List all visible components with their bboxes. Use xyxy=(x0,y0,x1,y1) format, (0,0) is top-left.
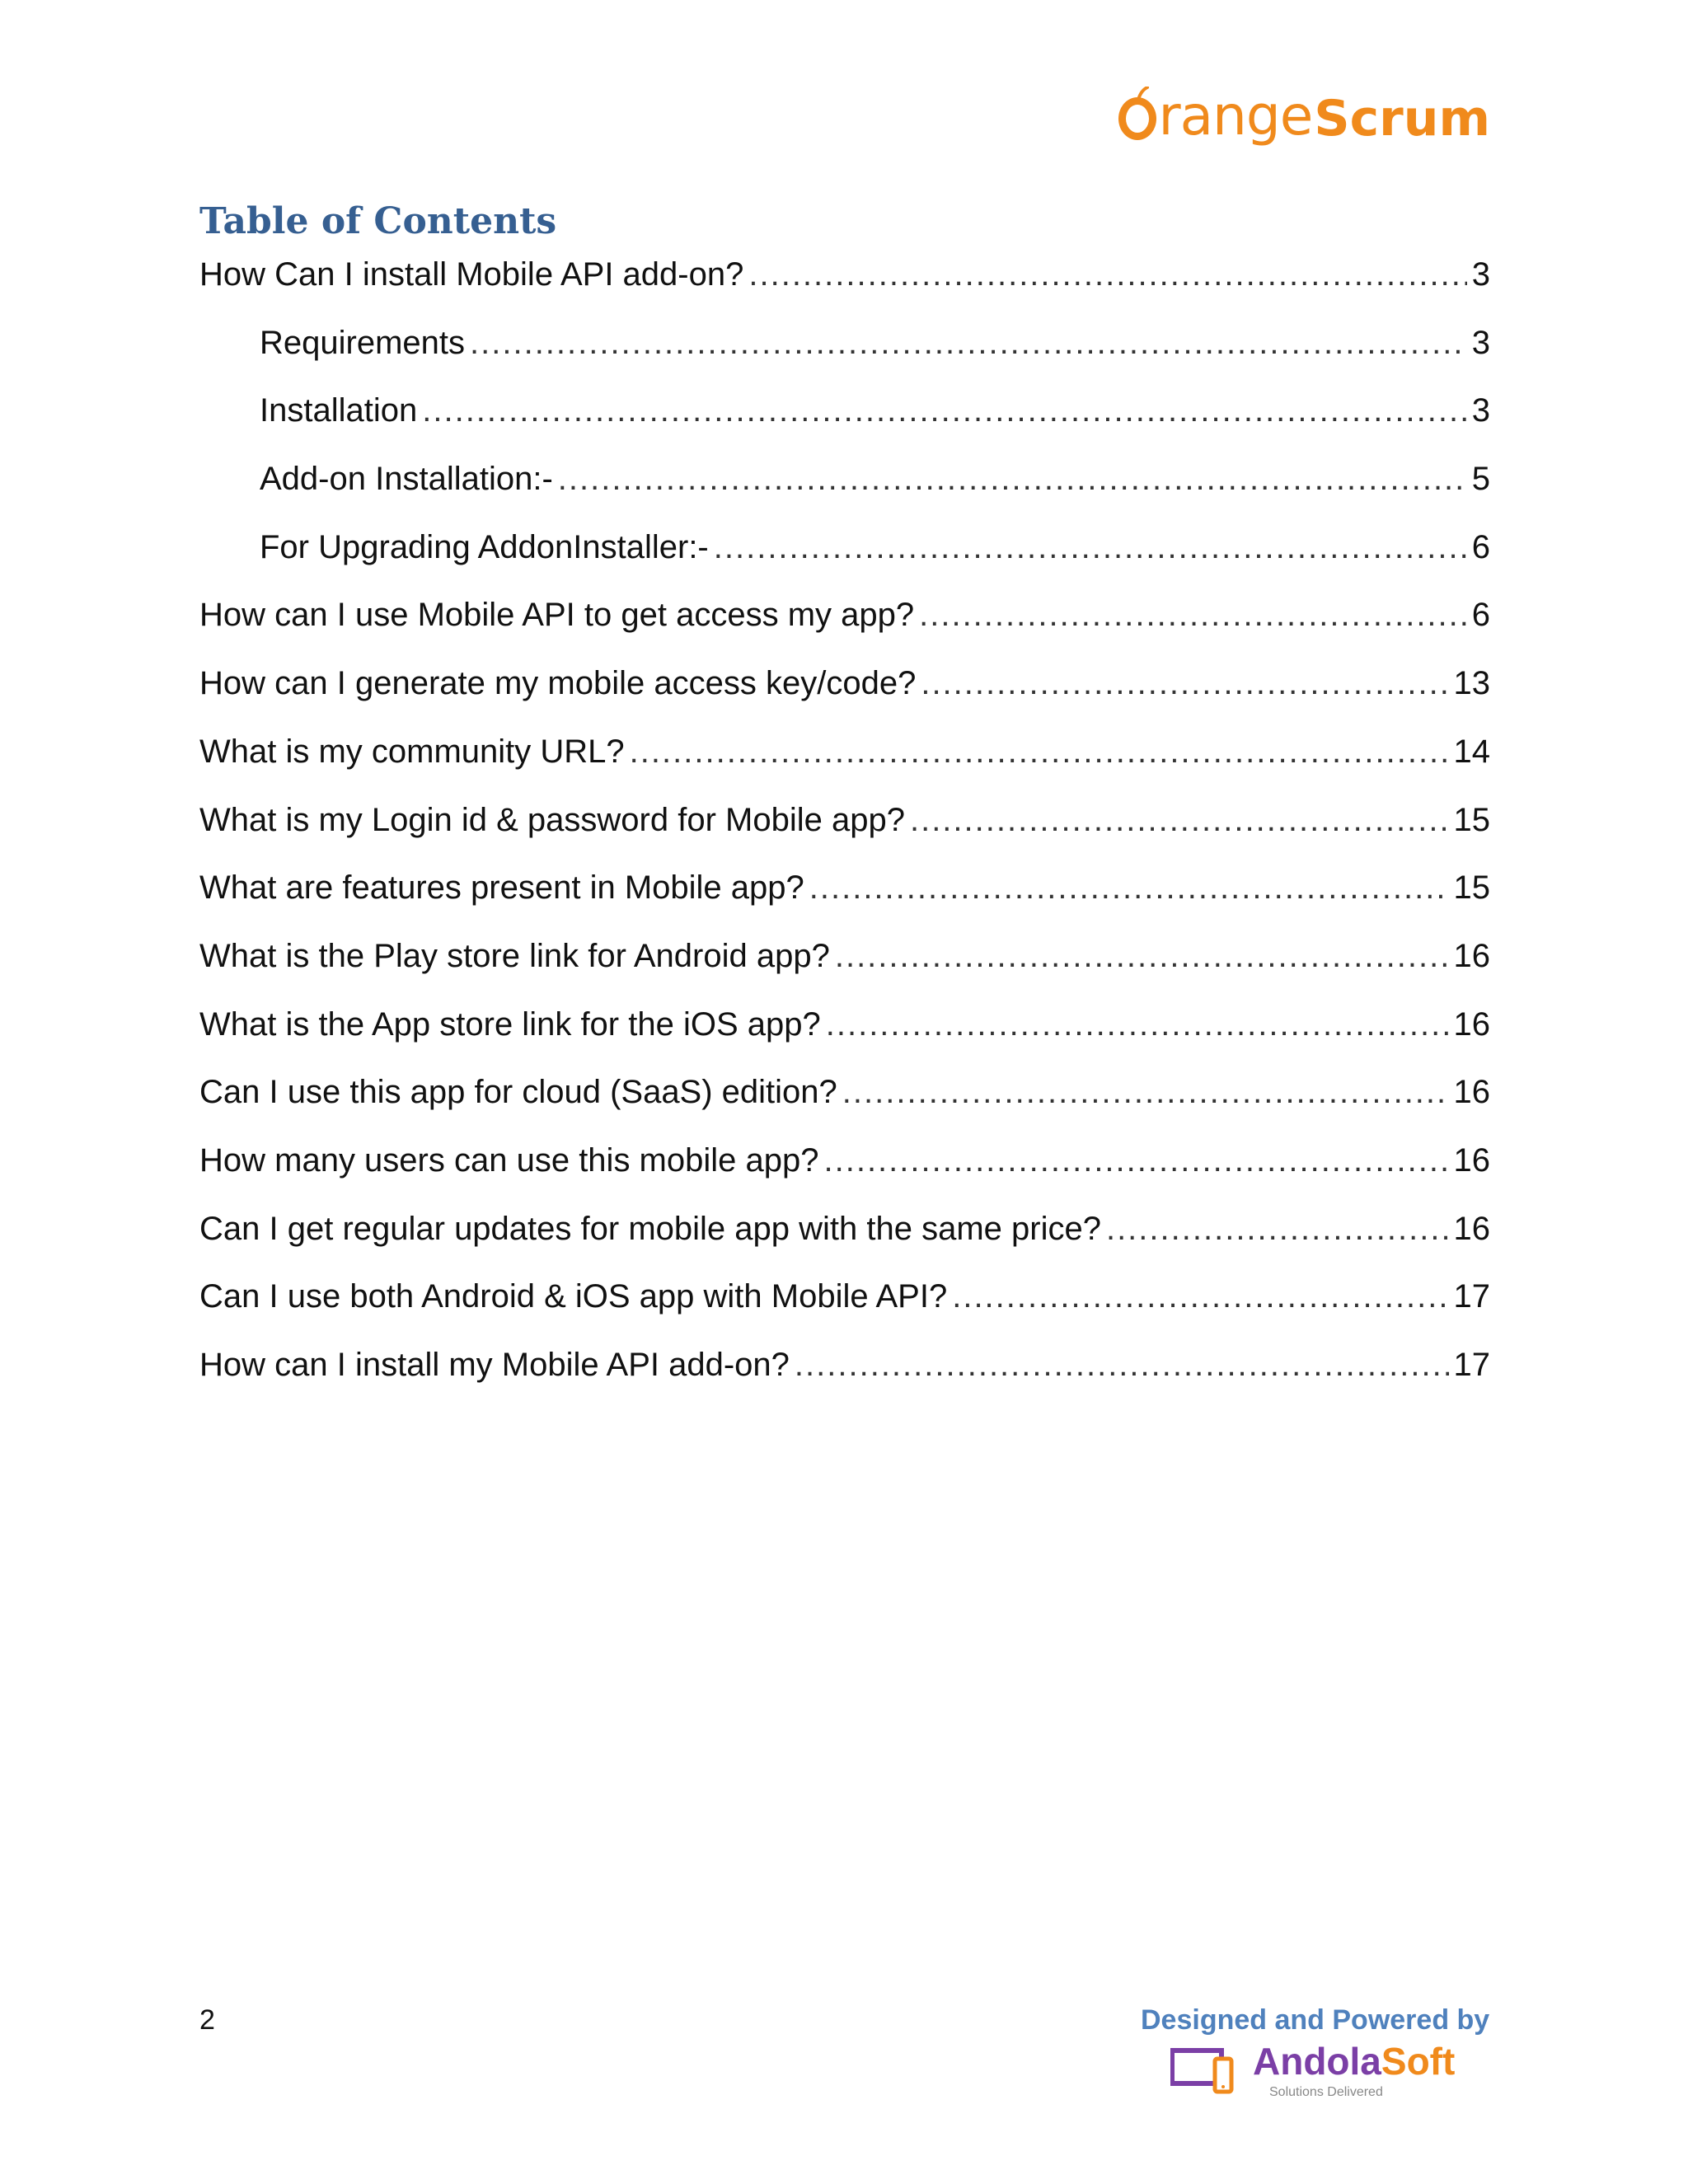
table-of-contents xyxy=(199,250,1490,1408)
logo-text-scrum: Scrum xyxy=(1314,90,1490,148)
toc-entry[interactable] xyxy=(199,727,1490,795)
toc-entry[interactable] xyxy=(199,1067,1490,1136)
toc-entry-title: What is the App store link for the iOS app? xyxy=(199,1005,821,1043)
toc-entry-title: How can I generate my mobile access key/code? xyxy=(199,665,917,702)
toc-entry[interactable] xyxy=(199,1272,1490,1340)
toc-entry-page: 16 xyxy=(1453,1074,1490,1111)
toc-dot-leader xyxy=(826,1000,1449,1049)
toc-entry[interactable] xyxy=(199,1000,1490,1068)
toc-entry[interactable] xyxy=(199,795,1490,864)
toc-entry[interactable] xyxy=(199,318,1490,387)
toc-entry-title: What are features present in Mobile app? xyxy=(199,869,804,907)
toc-entry-page: 3 xyxy=(1471,392,1490,429)
toc-entry-page: 13 xyxy=(1453,665,1490,702)
toc-entry[interactable] xyxy=(199,454,1490,523)
toc-entry[interactable] xyxy=(199,1136,1490,1204)
toc-dot-leader xyxy=(795,1340,1449,1390)
toc-entry-page: 15 xyxy=(1453,801,1490,838)
toc-entry-title: What is my community URL? xyxy=(199,733,625,770)
toc-entry-page: 17 xyxy=(1453,1347,1490,1383)
toc-dot-leader xyxy=(910,795,1449,845)
toc-entry[interactable] xyxy=(199,931,1490,1000)
toc-entry-page: 16 xyxy=(1453,1005,1490,1043)
toc-dot-leader xyxy=(835,931,1449,981)
toc-entry-page: 16 xyxy=(1453,1141,1490,1179)
toc-entry[interactable] xyxy=(199,523,1490,591)
toc-dot-leader xyxy=(921,658,1448,708)
toc-entry-title: What is the Play store link for Android app? xyxy=(199,937,830,974)
andolasoft-name xyxy=(1253,2040,1456,2083)
toc-entry-title: For Upgrading AddonInstaller:- xyxy=(260,528,709,565)
toc-entry-title: How Can I install Mobile API add-on? xyxy=(199,256,744,293)
brand-part-andola: Andola xyxy=(1253,2040,1381,2083)
toc-dot-leader xyxy=(1106,1204,1449,1254)
page-number: 2 xyxy=(199,2004,215,2036)
toc-entry-title: How many users can use this mobile app? xyxy=(199,1141,819,1179)
toc-entry-title: How can I install my Mobile API add-on? xyxy=(199,1347,790,1383)
toc-entry[interactable] xyxy=(199,1340,1490,1408)
toc-entry-page: 16 xyxy=(1453,937,1490,974)
toc-dot-leader xyxy=(748,250,1466,299)
toc-dot-leader xyxy=(714,523,1467,572)
toc-entry[interactable] xyxy=(199,863,1490,931)
toc-dot-leader xyxy=(823,1136,1448,1185)
orangescrum-logo xyxy=(1118,84,1490,148)
toc-entry-page: 17 xyxy=(1453,1278,1490,1315)
toc-dot-leader xyxy=(919,590,1467,640)
toc-entry[interactable] xyxy=(199,590,1490,658)
toc-dot-leader xyxy=(842,1067,1449,1117)
toc-dot-leader xyxy=(470,318,1467,368)
toc-entry-title: How can I use Mobile API to get access my app? xyxy=(199,597,915,634)
toc-entry-page: 6 xyxy=(1471,528,1490,565)
toc-entry-title: Installation xyxy=(260,392,418,429)
brand-part-soft: Soft xyxy=(1381,2040,1456,2083)
toc-entry-page: 3 xyxy=(1471,324,1490,361)
andolasoft-tagline: Solutions Delivered xyxy=(1269,2085,1383,2099)
toc-entry-title: Can I use this app for cloud (SaaS) edition? xyxy=(199,1074,837,1111)
toc-entry-title: Can I use both Android & iOS app with Mobile API? xyxy=(199,1278,948,1315)
toc-title: Table of Contents xyxy=(199,200,557,242)
toc-entry[interactable] xyxy=(199,1204,1490,1272)
toc-dot-leader xyxy=(558,454,1467,504)
andolasoft-logo xyxy=(1170,2040,1456,2108)
devices-icon xyxy=(1170,2047,1238,2095)
leaf-icon xyxy=(1136,87,1149,105)
toc-entry[interactable] xyxy=(199,386,1490,454)
toc-dot-leader xyxy=(422,386,1467,435)
toc-entry-page: 15 xyxy=(1453,869,1490,907)
toc-entry-page: 16 xyxy=(1453,1210,1490,1247)
toc-entry-page: 6 xyxy=(1471,597,1490,634)
toc-dot-leader xyxy=(809,863,1449,912)
toc-entry-page: 5 xyxy=(1471,461,1490,498)
toc-entry-title: Can I get regular updates for mobile app with the same price? xyxy=(199,1210,1101,1247)
logo-text-orange: range xyxy=(1158,84,1313,148)
toc-entry-page: 3 xyxy=(1471,256,1490,293)
toc-entry[interactable] xyxy=(199,250,1490,318)
designed-by-text: Designed and Powered by xyxy=(1141,2004,1490,2036)
orange-icon xyxy=(1118,97,1156,140)
toc-entry-page: 14 xyxy=(1453,733,1490,770)
toc-dot-leader xyxy=(630,727,1449,776)
toc-entry-title: Add-on Installation:- xyxy=(260,461,553,498)
toc-dot-leader xyxy=(952,1272,1448,1321)
toc-entry[interactable] xyxy=(199,658,1490,727)
toc-entry-title: Requirements xyxy=(260,324,466,361)
toc-entry-title: What is my Login id & password for Mobile app? xyxy=(199,801,905,838)
